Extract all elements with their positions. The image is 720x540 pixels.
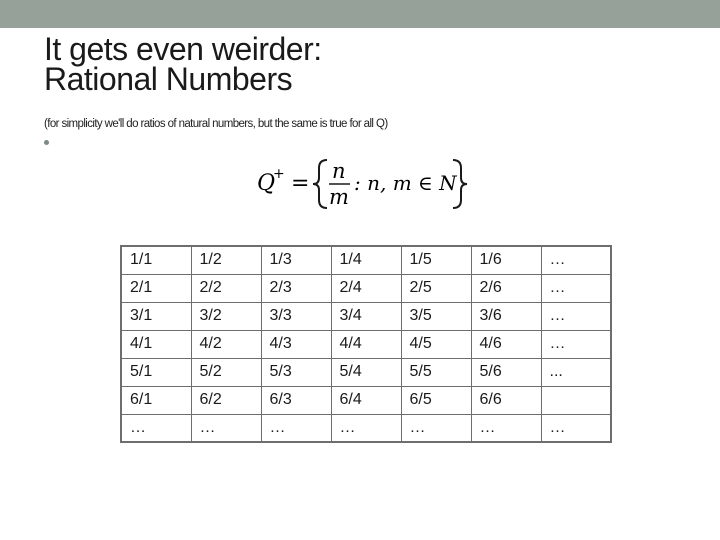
slide-note: (for simplicity we'll do ratios of natural numbers, but the same is true for all Q) [44, 118, 388, 130]
table-cell: 4/1 [121, 330, 191, 358]
table-cell: … [541, 246, 611, 274]
table-cell: 5/6 [471, 358, 541, 386]
set-formula [255, 156, 475, 212]
formula-condition: : n, m ∈ N [354, 171, 457, 195]
table-row [121, 358, 611, 386]
formula-lhs: Q [257, 171, 276, 196]
table-cell: … [541, 414, 611, 442]
table-cell: … [401, 414, 471, 442]
table-cell: 6/5 [401, 386, 471, 414]
table-cell: … [471, 414, 541, 442]
rationals-table [120, 245, 612, 443]
table-cell: 3/2 [191, 302, 261, 330]
table-cell: 1/6 [471, 246, 541, 274]
table-cell: 6/2 [191, 386, 261, 414]
table-cell: 2/2 [191, 274, 261, 302]
table-cell: 3/4 [331, 302, 401, 330]
table-cell: 6/1 [121, 386, 191, 414]
table-cell: 3/1 [121, 302, 191, 330]
table-cell: 5/1 [121, 358, 191, 386]
table-cell: … [541, 330, 611, 358]
title-line-2: Rational Numbers [44, 61, 293, 97]
formula-denominator: m [329, 185, 349, 209]
slide-title [44, 31, 322, 97]
table-cell: 5/2 [191, 358, 261, 386]
table-cell: … [261, 414, 331, 442]
table-row [121, 330, 611, 358]
table-row [121, 274, 611, 302]
left-brace [313, 160, 327, 208]
table-cell: 2/3 [261, 274, 331, 302]
table-row [121, 386, 611, 414]
table-cell [541, 386, 611, 414]
table-cell: 2/6 [471, 274, 541, 302]
table-cell: 1/4 [331, 246, 401, 274]
table-row [121, 246, 611, 274]
table-cell: 4/5 [401, 330, 471, 358]
table-cell: … [541, 302, 611, 330]
table-cell: 5/3 [261, 358, 331, 386]
table-cell: 4/6 [471, 330, 541, 358]
table-cell: 2/5 [401, 274, 471, 302]
formula-equals: = [291, 171, 310, 196]
formula-sup: + [273, 166, 285, 182]
title-line-1: It gets even weirder: [44, 31, 322, 67]
table-cell: 6/4 [331, 386, 401, 414]
table-cell: 6/6 [471, 386, 541, 414]
table-cell: … [121, 414, 191, 442]
table-cell: 5/5 [401, 358, 471, 386]
table-cell: … [191, 414, 261, 442]
table-cell: 6/3 [261, 386, 331, 414]
formula-svg [255, 156, 475, 212]
table-cell: ... [541, 358, 611, 386]
table-row [121, 414, 611, 442]
table-cell: 1/5 [401, 246, 471, 274]
formula-numerator: n [332, 159, 346, 183]
table-cell: … [331, 414, 401, 442]
table-cell: 4/4 [331, 330, 401, 358]
table-cell: 2/4 [331, 274, 401, 302]
table-cell: 5/4 [331, 358, 401, 386]
table-cell: 2/1 [121, 274, 191, 302]
table-cell: 4/3 [261, 330, 331, 358]
table-cell: 1/3 [261, 246, 331, 274]
table-row [121, 302, 611, 330]
table-cell: 3/5 [401, 302, 471, 330]
table-cell: 1/1 [121, 246, 191, 274]
top-banner [0, 0, 720, 28]
table-cell: … [541, 274, 611, 302]
bullet-dot [44, 140, 49, 145]
table-cell: 4/2 [191, 330, 261, 358]
table-cell: 3/6 [471, 302, 541, 330]
table-cell: 1/2 [191, 246, 261, 274]
table-cell: 3/3 [261, 302, 331, 330]
